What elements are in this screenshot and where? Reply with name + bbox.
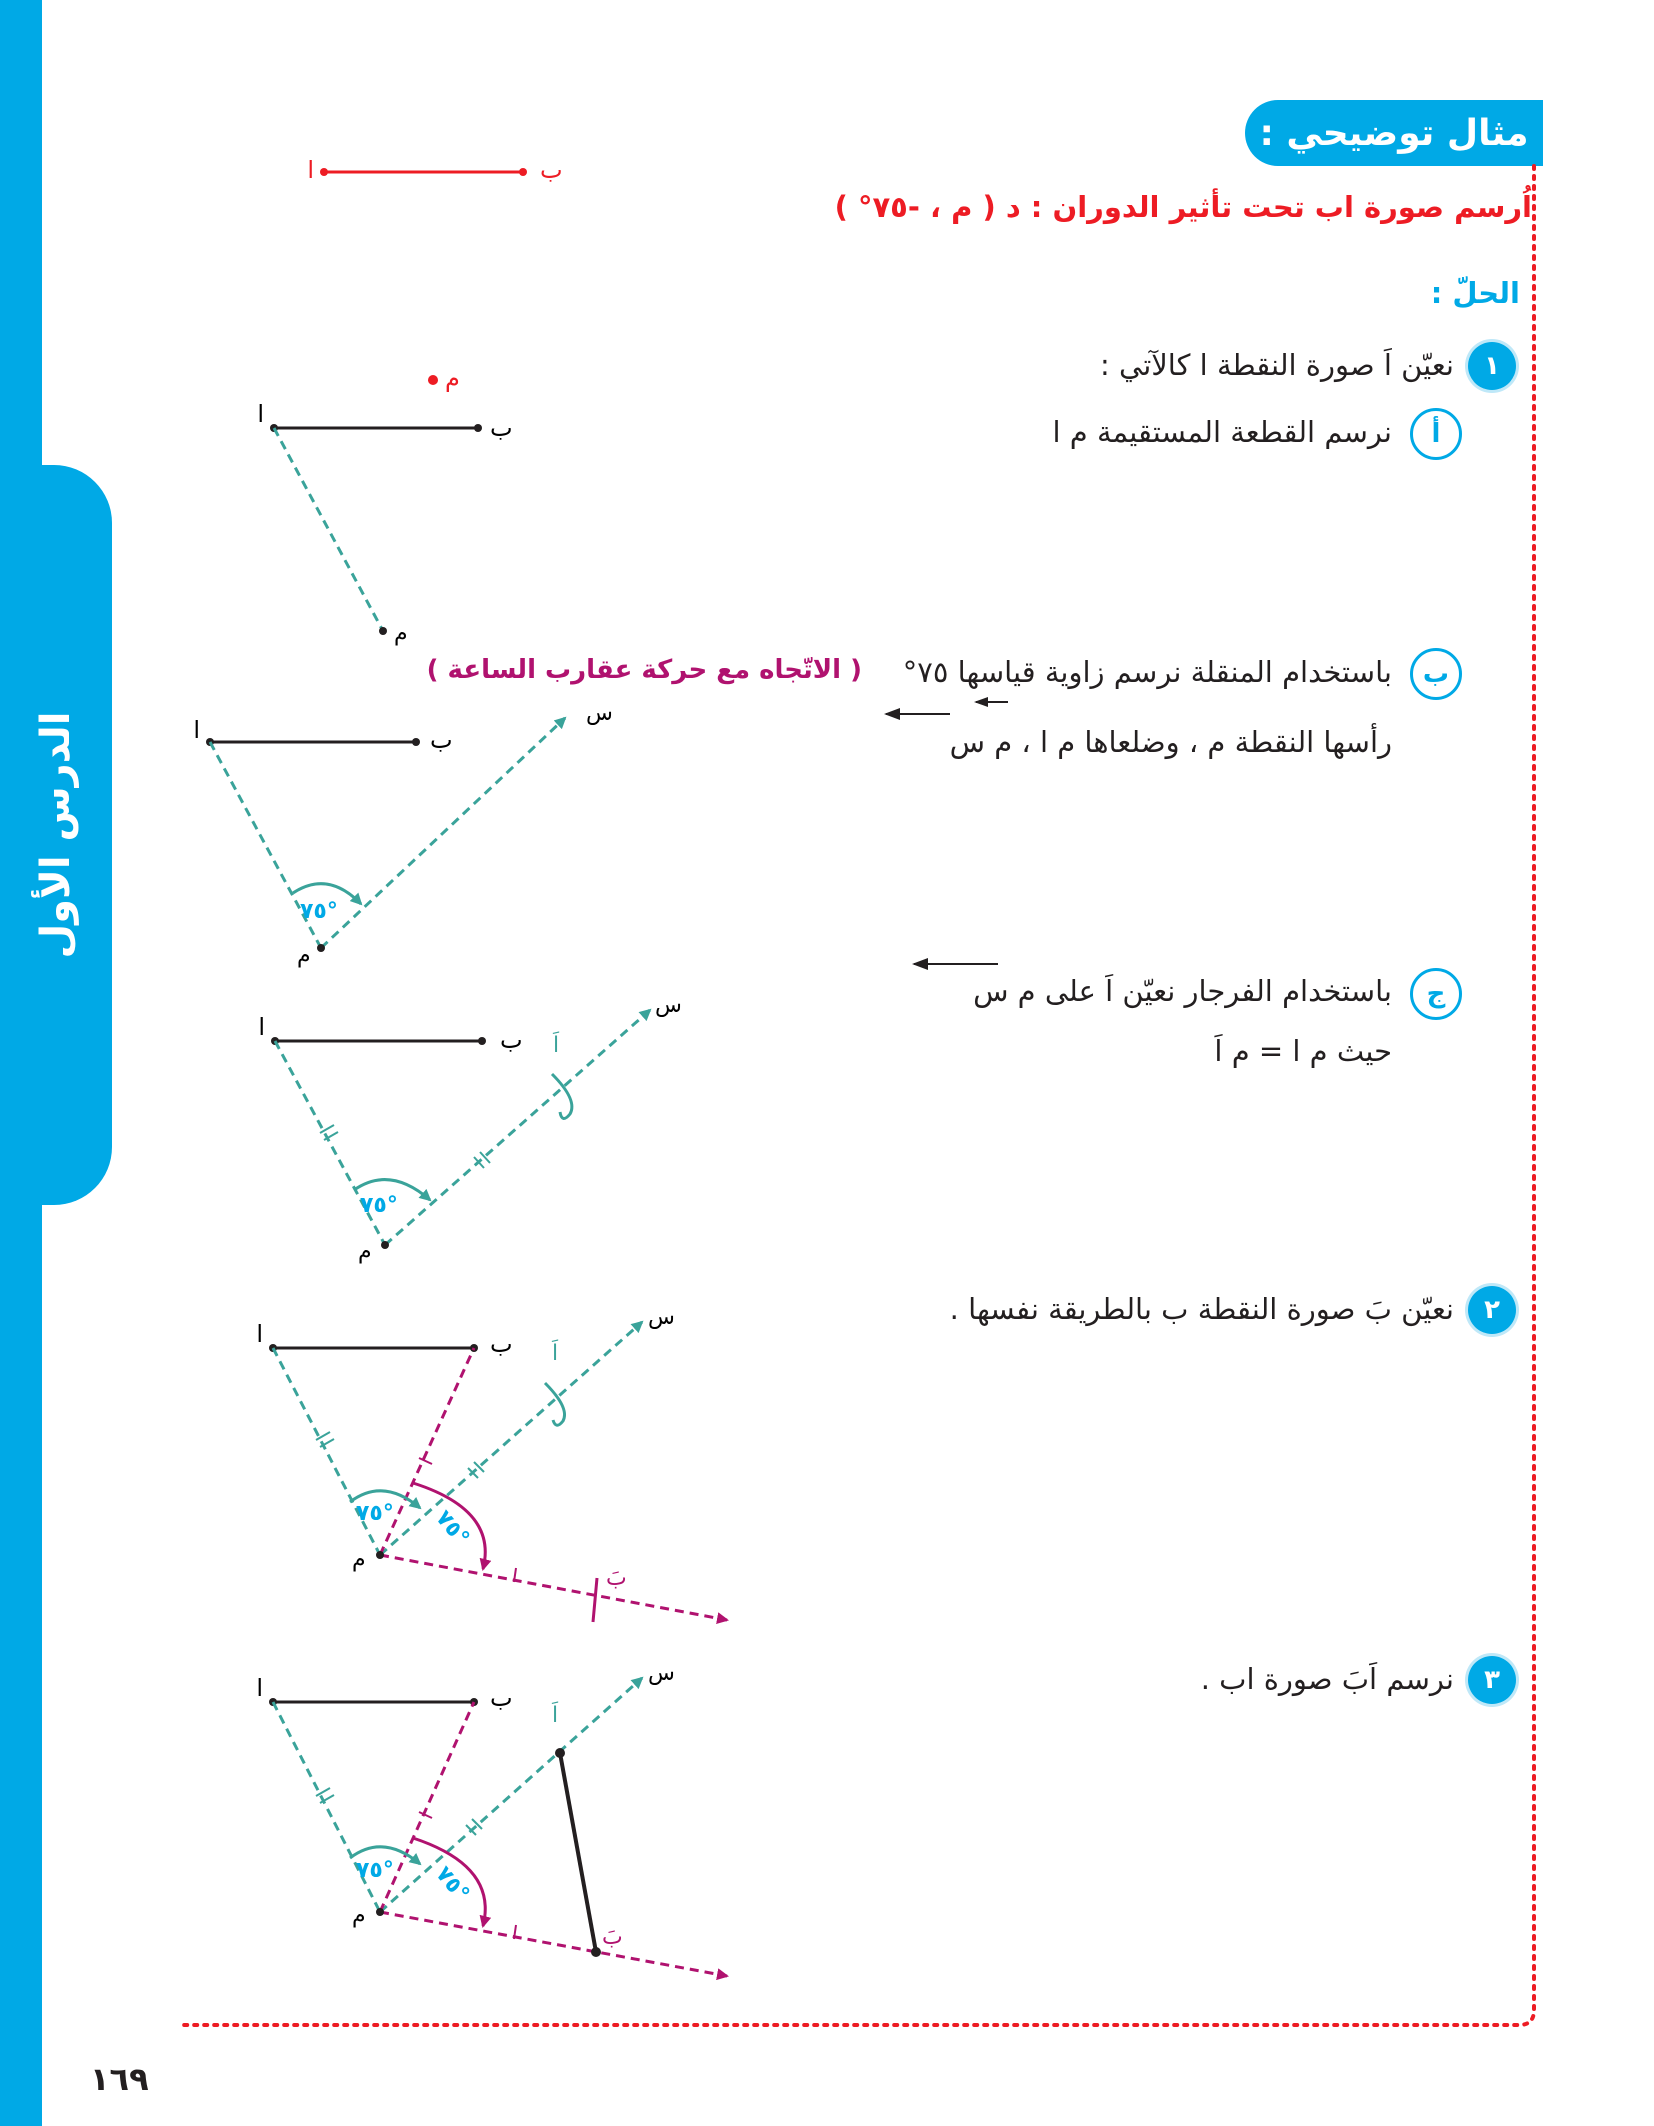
step-1c-badge: ج bbox=[1410, 968, 1462, 1020]
label-m: م bbox=[297, 943, 311, 968]
label-m: م bbox=[394, 621, 408, 646]
label-a: ا bbox=[258, 1013, 265, 1041]
label-m-red: م bbox=[445, 364, 460, 392]
angle-label: ٧٥° bbox=[300, 899, 338, 924]
label-s: س bbox=[586, 701, 613, 726]
label-m: م bbox=[352, 1903, 366, 1928]
angle-label-2: ٧٥° bbox=[430, 1505, 474, 1551]
step-1b-text: باستخدام المنقلة نرسم زاوية قياسها ٧٥° bbox=[902, 655, 1392, 689]
label-a-img: اَ bbox=[552, 1341, 559, 1366]
example-title: مثال توضيحي : bbox=[1245, 100, 1543, 166]
step-1c-text2: حيث م ا = م اَ bbox=[1214, 1034, 1392, 1068]
step-3-text: نرسم اَبَ صورة اب . bbox=[1200, 1662, 1454, 1696]
problem-statement: اُرسم صورة اب تحت تأثير الدوران : د ( م ، -٧٥° ) bbox=[834, 190, 1532, 224]
step-1a-badge: أ bbox=[1410, 408, 1462, 460]
label-b: ب bbox=[490, 414, 513, 442]
step-1-text: نعيّن اَ صورة النقطة ا كالآتي : bbox=[1100, 348, 1454, 382]
label-b-img: بَ bbox=[602, 1925, 623, 1950]
figure-step-1c bbox=[258, 993, 682, 1264]
step-1b-note: ( الاتّجاه مع حركة عقارب الساعة ) bbox=[426, 655, 862, 685]
angle-label: ٧٥° bbox=[360, 1193, 398, 1218]
label-b: ب bbox=[540, 156, 563, 184]
label-b: ب bbox=[500, 1026, 523, 1054]
figure-step-1a bbox=[257, 364, 512, 646]
label-s: س bbox=[648, 1305, 675, 1330]
step-1b-text2: رأسها النقطة م ، وضلعاها م ا ، م س bbox=[949, 725, 1392, 759]
label-s: س bbox=[648, 1661, 675, 1686]
page-number: ١٦٩ bbox=[90, 2060, 149, 2098]
figure-step-1b bbox=[193, 701, 613, 968]
step-3-badge: ٣ bbox=[1468, 1656, 1516, 1704]
label-a: ا bbox=[193, 716, 200, 744]
step-1-badge: ١ bbox=[1468, 342, 1516, 390]
step-1a-text: نرسم القطعة المستقيمة م ا bbox=[1052, 415, 1392, 449]
label-s: س bbox=[655, 993, 682, 1018]
label-a: ا bbox=[256, 1674, 263, 1702]
label-a-img: اَ bbox=[552, 1703, 559, 1728]
label-a: ا bbox=[257, 400, 264, 428]
step-2-text: نعيّن بَ صورة النقطة ب بالطريقة نفسها . bbox=[949, 1292, 1454, 1326]
figure-step-3 bbox=[256, 1661, 727, 1976]
step-1c-text: باستخدام الفرجار نعيّن اَ على م س bbox=[973, 974, 1392, 1008]
label-b: ب bbox=[430, 726, 453, 754]
figure-segment-ab bbox=[307, 156, 562, 184]
label-b: ب bbox=[490, 1330, 513, 1358]
step-1b-badge: ب bbox=[1410, 648, 1462, 700]
label-a-img: اَ bbox=[553, 1033, 560, 1058]
label-a: ا bbox=[256, 1320, 263, 1348]
label-a: ا bbox=[307, 156, 314, 184]
label-m: م bbox=[358, 1239, 372, 1264]
angle-label: ٧٥° bbox=[356, 1858, 394, 1883]
figure-step-2 bbox=[256, 1305, 727, 1622]
angle-label-2: ٧٥° bbox=[430, 1861, 474, 1907]
solution-heading: الحلّ : bbox=[1430, 276, 1520, 310]
label-b: ب bbox=[490, 1684, 513, 1712]
lesson-tab-label: الدرس الأول bbox=[33, 711, 79, 959]
step-2-badge: ٢ bbox=[1468, 1286, 1516, 1334]
label-m: م bbox=[352, 1547, 366, 1572]
angle-label: ٧٥° bbox=[356, 1501, 394, 1526]
label-b-img: بَ bbox=[606, 1566, 627, 1591]
